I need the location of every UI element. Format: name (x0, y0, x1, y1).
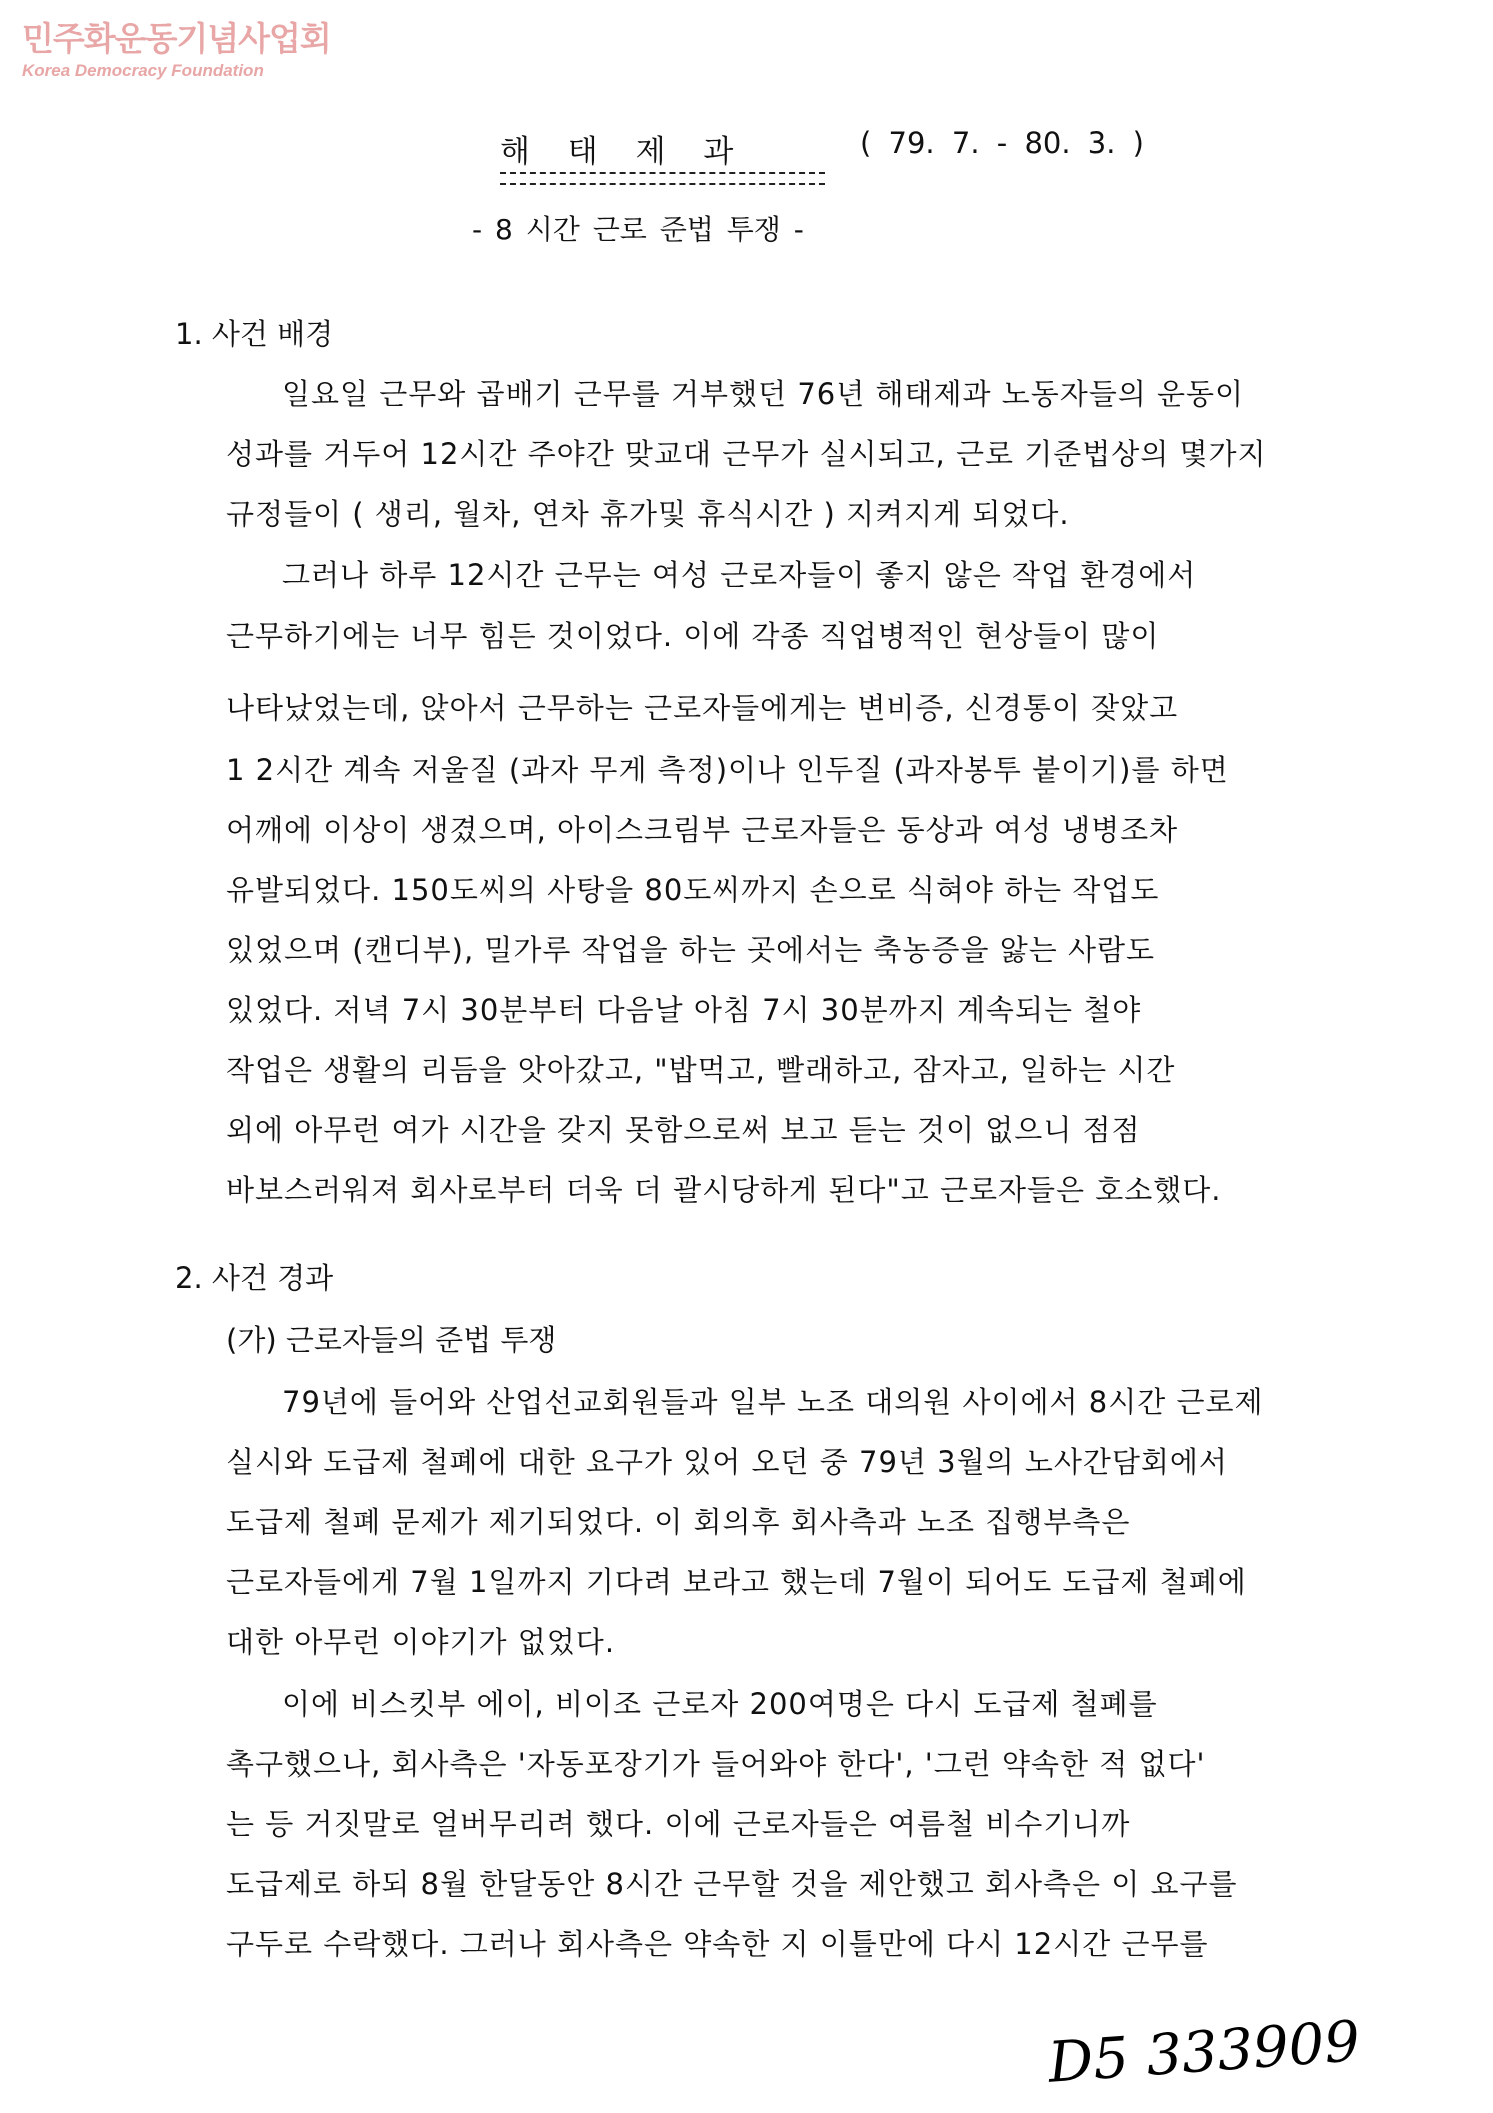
body-line: 있었으며 (캔디부), 밀가루 작업을 하는 곳에서는 축농증을 앓는 사람도 (226, 933, 1155, 967)
watermark-logo (22, 18, 331, 82)
body-line: 성과를 거두어 12시간 주야간 맞교대 근무가 실시되고, 근로 기준법상의 몇가지 (226, 437, 1267, 471)
body-line: 도급제 철폐 문제가 제기되었다. 이 회의후 회사측과 노조 집행부측은 (226, 1505, 1131, 1539)
document-subtitle: - 8 시간 근로 준법 투쟁 - (472, 213, 804, 246)
body-line: 대한 아무런 이야기가 없었다. (226, 1625, 616, 1659)
body-line: 실시와 도급제 철폐에 대한 요구가 있어 오던 중 79년 3월의 노사간담회에서 (226, 1445, 1228, 1479)
section-heading-progress: 2. 사건 경과 (175, 1261, 334, 1295)
watermark-english: Korea Democracy Foundation (22, 61, 264, 80)
body-line: 유발되었다. 150도씨의 사탕을 80도씨까지 손으로 식혀야 하는 작업도 (226, 873, 1160, 907)
body-line: 그러나 하루 12시간 근무는 여성 근로자들이 좋지 않은 작업 환경에서 (282, 558, 1197, 592)
body-line: 이에 비스킷부 에이, 비이조 근로자 200여명은 다시 도급제 철폐를 (282, 1687, 1158, 1721)
body-line: 1 2시간 계속 저울질 (과자 무게 측정)이나 인두질 (과자봉투 붙이기)를 하면 (226, 753, 1229, 787)
body-line: 구두로 수락했다. 그러나 회사측은 약속한 지 이틀만에 다시 12시간 근무를 (226, 1927, 1209, 1961)
document-period: ( 79. 7. - 80. 3. ) (860, 126, 1144, 160)
body-line: 근로자들에게 7월 1일까지 기다려 보라고 했는데 7월이 되어도 도급제 철폐에 (226, 1565, 1247, 1599)
body-line: 도급제로 하되 8월 한달동안 8시간 근무할 것을 제안했고 회사측은 이 요구를 (226, 1867, 1238, 1901)
body-line: 규정들이 ( 생리, 월차, 연차 휴가및 휴식시간 ) 지켜지게 되었다. (226, 497, 1070, 531)
body-line: 79년에 들어와 산업선교회원들과 일부 노조 대의원 사이에서 8시간 근로제 (282, 1385, 1264, 1419)
section-heading-background: 1. 사건 배경 (175, 317, 334, 351)
document-title: 해 태 제 과 (500, 134, 734, 170)
body-line: 나타났었는데, 앉아서 근무하는 근로자들에게는 변비증, 신경통이 잦았고 (226, 691, 1179, 725)
body-line: 촉구했으나, 회사측은 '자동포장기가 들어와야 한다', '그런 약속한 적 없다' (226, 1747, 1206, 1781)
body-line: 근무하기에는 너무 힘든 것이었다. 이에 각종 직업병적인 현상들이 많이 (226, 619, 1160, 653)
body-line: 작업은 생활의 리듬을 앗아갔고, "밥먹고, 빨래하고, 잠자고, 일하는 시간 (226, 1053, 1176, 1087)
body-line: 외에 아무런 여가 시간을 갖지 못함으로써 보고 듣는 것이 없으니 점점 (226, 1113, 1141, 1147)
body-line: 있었다. 저녁 7시 30분부터 다음날 아침 7시 30분까지 계속되는 철야 (226, 993, 1142, 1027)
body-line: 는 등 거짓말로 얼버무리려 했다. 이에 근로자들은 여름철 비수기니까 (226, 1807, 1131, 1841)
body-line: 어깨에 이상이 생겼으며, 아이스크림부 근로자들은 동상과 여성 냉병조차 (226, 813, 1179, 847)
body-line: 바보스러워져 회사로부터 더욱 더 괄시당하게 된다"고 근로자들은 호소했다. (226, 1173, 1222, 1207)
body-line: 일요일 근무와 곱배기 근무를 거부했던 76년 해태제과 노동자들의 운동이 (282, 377, 1245, 411)
archive-stamp-number: D5 333909 (1046, 2009, 1362, 2096)
watermark-korean: 민주화운동기념사업회 (22, 19, 331, 58)
subsection-heading: (가) 근로자들의 준법 투쟁 (226, 1323, 557, 1357)
title-double-underline (500, 172, 825, 185)
